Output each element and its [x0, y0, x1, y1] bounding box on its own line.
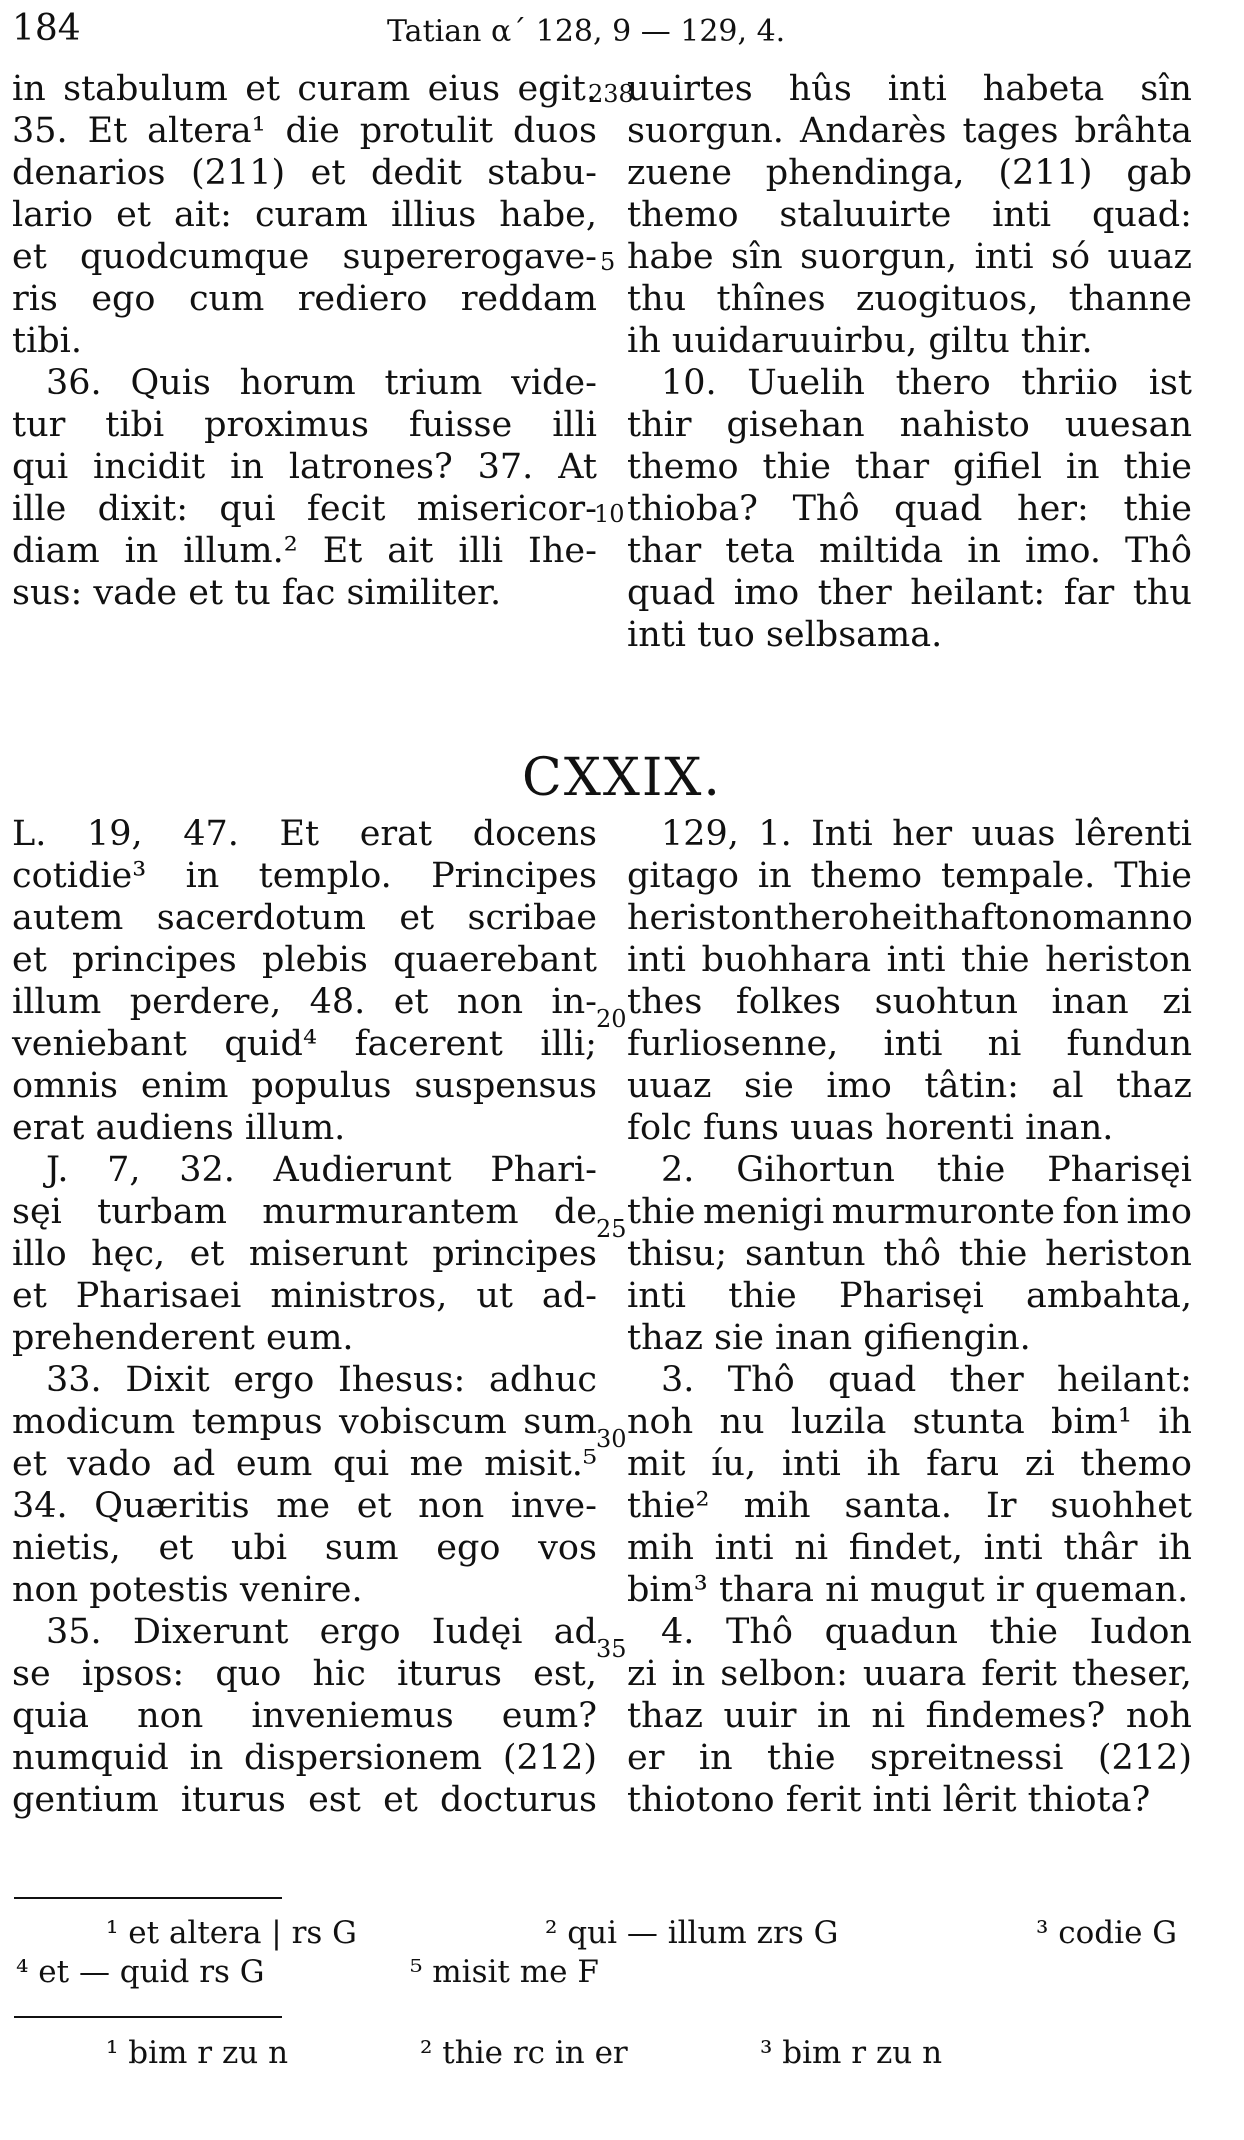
text-line: se ipsos: quo hic iturus est, [12, 1654, 597, 1694]
text-line: thie menigi murmuronte fon imo [627, 1192, 1192, 1232]
text-line: thie² mih santa. Ir suohhet [627, 1486, 1192, 1526]
text-line: J. 7, 32. Audierunt Phari- [46, 1150, 597, 1190]
text-line: themo staluuirte inti quad: [627, 195, 1192, 235]
bottom-german-column [627, 813, 1192, 1821]
top-latin-column [12, 68, 597, 614]
running-title: Tatian α΄ 128, 9 — 129, 4. [387, 14, 786, 49]
text-line: thar teta miltida in imo. Thô [627, 531, 1192, 571]
text-line: ris ego cum rediero reddam [12, 279, 597, 319]
text-line: sęi turbam murmurantem de [12, 1192, 597, 1232]
text-line: illum perdere, 48. et non in- [12, 982, 597, 1022]
text-line: autem sacerdotum et scribae [12, 898, 597, 938]
text-line: tibi. [12, 321, 82, 361]
text-line: ille dixit: qui fecit misericor- [12, 489, 597, 529]
line-number: 30 [596, 1425, 627, 1453]
chapter-heading: CXXIX. [522, 748, 722, 808]
text-line: 35. Dixerunt ergo Iudęi ad [46, 1612, 597, 1652]
line-number: 35 [596, 1635, 627, 1663]
text-line: bim³ thara ni mugut ir queman. [627, 1570, 1189, 1610]
text-line: omnis enim populus suspensus [12, 1066, 597, 1106]
text-line: tur tibi proximus fuisse illi [12, 405, 597, 445]
text-line: prehenderent eum. [12, 1318, 354, 1358]
text-line: 36. Quis horum trium vide- [46, 363, 597, 403]
text-line: heriston thero heithaftono manno [627, 898, 1193, 938]
text-line: inti buohhara inti thie heriston [627, 940, 1192, 980]
line-number: 5 [600, 248, 616, 276]
text-line: thaz uuir in ni findemes? noh [627, 1696, 1192, 1736]
text-line: veniebant quid⁴ facerent illi; [12, 1024, 597, 1064]
bottom-latin-column [12, 813, 597, 1821]
line-number: 25 [596, 1215, 627, 1243]
footnote: ³ bim r zu n [760, 2035, 943, 2071]
text-line: inti tuo selbsama. [627, 615, 943, 655]
text-line: et Pharisaei ministros, ut ad- [12, 1276, 597, 1316]
text-line: thioba? Thô quad her: thie [627, 489, 1192, 529]
footnote-rule [14, 2016, 282, 2018]
text-line: quad imo ther heilant: far thu [627, 573, 1192, 613]
text-line: zi in selbon: uuara ferit theser, [627, 1654, 1192, 1694]
text-line: nietis, et ubi sum ego vos [12, 1528, 597, 1568]
text-line: thu thînes zuogituos, thanne [627, 279, 1192, 319]
footnote: ⁵ misit me F [410, 1954, 599, 1990]
line-number: 20 [596, 1005, 627, 1033]
text-line: thisu; santun thô thie heriston [627, 1234, 1192, 1274]
text-line: 129, 1. Inti her uuas lêrenti [661, 814, 1192, 854]
text-line: lario et ait: curam illius habe, [12, 195, 597, 235]
text-line: furliosenne, inti ni fundun [627, 1024, 1192, 1064]
text-line: zuene phendinga, (211) gab [627, 153, 1192, 193]
text-line: thiotono ferit inti lêrit thiota? [627, 1780, 1151, 1820]
text-line: er in thie spreitnessi (212) [627, 1738, 1192, 1778]
text-line: uuirtes hûs inti habeta sîn [627, 69, 1192, 109]
text-line: quia non inveniemus eum? [12, 1696, 597, 1736]
text-line: folc funs uuas horenti inan. [627, 1108, 1114, 1148]
text-line: suorgun. Andarès tages brâhta [627, 111, 1192, 151]
text-line: mit íu, inti ih faru zi themo [627, 1444, 1192, 1484]
footnote: ³ codie G [1036, 1915, 1178, 1951]
text-line: in stabulum et curam eius egit. [12, 69, 597, 109]
page-number: 184 [12, 8, 81, 49]
text-line: 4. Thô quadun thie Iudon [661, 1612, 1192, 1652]
text-line: mih inti ni findet, inti thâr ih [627, 1528, 1192, 1568]
text-line: inti thie Pharisęi ambahta, [627, 1276, 1192, 1316]
text-line: 33. Dixit ergo Ihesus: adhuc [46, 1360, 597, 1400]
text-line: 2. Gihortun thie Pharisęi [661, 1150, 1192, 1190]
text-line: numquid in dispersionem (212) [12, 1738, 597, 1778]
footnote: ⁴ et — quid rs G [16, 1954, 265, 1990]
footnote: ¹ bim r zu n [106, 2035, 289, 2071]
text-line: thaz sie inan gifiengin. [627, 1318, 1031, 1358]
text-line: habe sîn suorgun, inti só uuaz [627, 237, 1192, 277]
text-line: modicum tempus vobiscum sum [12, 1402, 597, 1442]
text-line: ih uuidaruuirbu, giltu thir. [627, 321, 1093, 361]
text-line: noh nu luzila stunta bim¹ ih [627, 1402, 1192, 1442]
footnote: ² qui — illum zrs G [545, 1915, 839, 1951]
text-line: uuaz sie imo tâtin: al thaz [627, 1066, 1192, 1106]
text-line: gitago in themo tempale. Thie [627, 856, 1192, 896]
text-line: erat audiens illum. [12, 1108, 346, 1148]
text-line: et vado ad eum qui me misit.⁵ [12, 1444, 597, 1484]
page-header [12, 8, 1192, 52]
text-line: cotidie³ in templo. Principes [12, 856, 597, 896]
text-line: diam in illum.² Et ait illi Ihe- [12, 531, 597, 571]
footnote-rule [14, 1897, 282, 1899]
text-line: non potestis venire. [12, 1570, 363, 1610]
text-line: 3. Thô quad ther heilant: [661, 1360, 1192, 1400]
text-line: thes folkes suohtun inan zi [627, 982, 1192, 1022]
text-line: denarios (211) et dedit stabu- [12, 153, 597, 193]
text-line: et quodcumque supererogave- [12, 237, 597, 277]
text-line: 10. Uuelih thero thriio ist [661, 363, 1192, 403]
footnote: ¹ et altera | rs G [106, 1915, 357, 1951]
text-line: illo hęc, et miserunt principes [12, 1234, 597, 1274]
text-line: thir gisehan nahisto uuesan [627, 405, 1192, 445]
text-line: 35. Et altera¹ die protulit duos [12, 111, 597, 151]
text-line: et principes plebis quaerebant [12, 940, 597, 980]
top-german-column [627, 68, 1192, 656]
text-line: sus: vade et tu fac similiter. [12, 573, 502, 613]
footnote: ² thie rc in er [420, 2035, 628, 2071]
text-line: themo thie thar gifiel in thie [627, 447, 1192, 487]
text-line: 34. Quæritis me et non inve- [12, 1486, 597, 1526]
text-line: L. 19, 47. Et erat docens [12, 814, 597, 854]
line-number: 238 [588, 80, 634, 108]
line-number: 10 [594, 500, 625, 528]
text-line: qui incidit in latrones? 37. At [12, 447, 597, 487]
text-line: gentium iturus est et docturus [12, 1780, 597, 1820]
